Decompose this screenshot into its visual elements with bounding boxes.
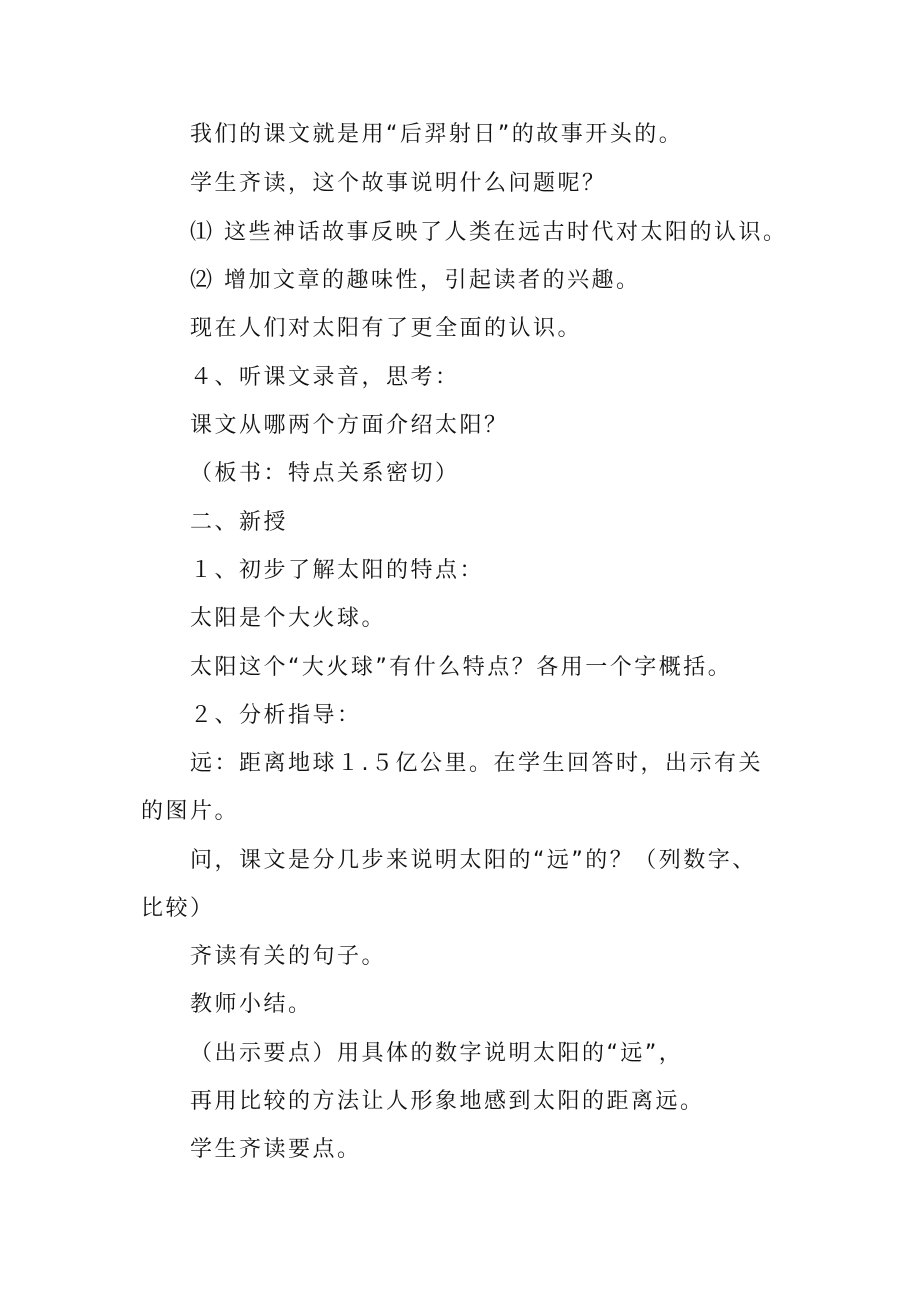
- section-heading: 二、新授: [190, 510, 289, 535]
- text-line: 太阳是个大火球。: [190, 606, 387, 631]
- section-heading: ４、听课文录音，思考：: [190, 365, 460, 390]
- text-line: 学生齐读，这个故事说明什么问题呢？: [190, 171, 607, 196]
- text-line: 的图片。: [141, 799, 240, 824]
- text-line: 学生齐读要点。: [190, 1137, 362, 1162]
- text-line: 现在人们对太阳有了更全面的认识。: [190, 316, 583, 341]
- text-line: 太阳这个“大火球”有什么特点？各用一个字概括。: [190, 655, 733, 680]
- text-line: （板书：特点关系密切）: [190, 461, 460, 486]
- text-line: （出示要点）用具体的数字说明太阳的“远”，: [190, 1041, 684, 1066]
- text-line: 问，课文是分几步来说明太阳的“远”的？（列数字、: [190, 848, 757, 873]
- text-line: 齐读有关的句子。: [190, 944, 387, 969]
- text-line: 比较）: [141, 896, 215, 921]
- text-line: 课文从哪两个方面介绍太阳？: [190, 413, 509, 438]
- text-line: 教师小结。: [190, 992, 313, 1017]
- text-line: 我们的课文就是用“后羿射日”的故事开头的。: [190, 122, 684, 147]
- text-line: ⑵ 增加文章的趣味性，引起读者的兴趣。: [190, 268, 641, 293]
- text-line: ⑴ 这些神话故事反映了人类在远古时代对太阳的认识。: [190, 220, 788, 245]
- text-line: 再用比较的方法让人形象地感到太阳的距离远。: [190, 1089, 705, 1114]
- section-heading: １、初步了解太阳的特点：: [190, 558, 485, 583]
- text-line: 远：距离地球１.５亿公里。在学生回答时，出示有关: [190, 751, 763, 776]
- section-heading: ２、分析指导：: [190, 703, 362, 728]
